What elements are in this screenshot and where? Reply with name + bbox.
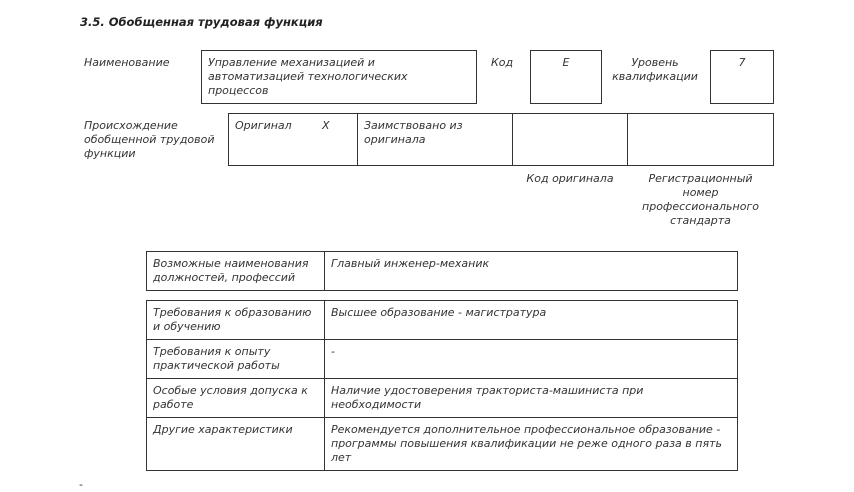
code-original-cell xyxy=(512,113,628,166)
code-value-box xyxy=(530,50,602,104)
name-label: Наименование xyxy=(84,56,170,69)
positions-value: Главный инженер-механик xyxy=(325,252,738,291)
original-cell xyxy=(228,113,358,166)
reg-number-cell xyxy=(627,113,774,166)
level-label: Уровень квалификации xyxy=(612,56,698,83)
code-original-caption: Код оригинала xyxy=(526,172,614,185)
borrowed-cell xyxy=(357,113,513,166)
code-value: E xyxy=(562,56,570,69)
requirement-value: Высшее образование - магистратура xyxy=(325,301,738,340)
table-row xyxy=(147,379,738,418)
level-value: 7 xyxy=(738,56,746,69)
requirement-value: - xyxy=(325,340,738,379)
name-value: Управление механизацией и автоматизацией технологических процессов xyxy=(208,56,408,97)
section-title: 3.5. Обобщенная трудовая функция xyxy=(80,15,323,29)
code-label: Код xyxy=(491,56,514,69)
borrowed-label: Заимствовано из оригинала xyxy=(364,119,463,146)
requirement-value: Наличие удостоверения тракториста-машиниста при необходимости xyxy=(325,379,738,418)
requirement-label: Особые условия допуска к работе xyxy=(147,379,325,418)
positions-label: Возможные наименования должностей, профессий xyxy=(147,252,325,291)
table-row xyxy=(147,301,738,340)
requirement-label: Требования к опыту практической работы xyxy=(147,340,325,379)
original-mark: X xyxy=(322,119,330,132)
positions-table xyxy=(146,251,738,291)
original-label: Оригинал xyxy=(235,119,292,132)
table-row xyxy=(147,418,738,471)
table-row xyxy=(147,340,738,379)
level-value-box xyxy=(710,50,774,104)
footer-mark: - xyxy=(79,478,83,491)
table-row xyxy=(147,252,738,291)
requirement-value: Рекомендуется дополнительное профессиональное образование - программы повышения квалификации не реже одного раза в пять лет xyxy=(325,418,738,471)
requirement-label: Другие характеристики xyxy=(147,418,325,471)
requirement-label: Требования к образованию и обучению xyxy=(147,301,325,340)
name-value-box xyxy=(201,50,477,104)
origin-label: Происхождение обобщенной трудовой функции xyxy=(84,119,215,160)
reg-number-caption: Регистрационный номер профессионального стандарта xyxy=(642,172,759,227)
requirements-table xyxy=(146,300,738,471)
